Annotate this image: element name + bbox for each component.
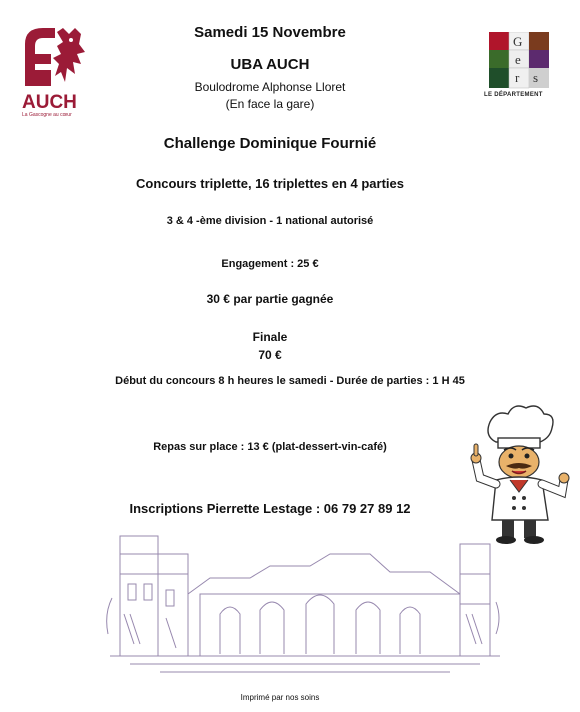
auch-logo-tagline: La Gascogne au cœur [22,112,72,118]
event-date: Samedi 15 Novembre [194,24,346,41]
finale-amount: 70 € [258,348,282,362]
club-name: UBA AUCH [230,56,310,73]
division-info: 3 & 4 -ème division - 1 national autorisé [166,215,374,227]
entry-fee: Engagement : 25 € [221,258,319,270]
printed-note: Imprimé par nos soins [240,693,320,702]
challenge-title: Challenge Dominique Fournié [163,135,377,152]
competition-format: Concours triplette, 16 triplettes en 4 parties [135,176,405,191]
venue-name: Boulodrome Alphonse Lloret [194,80,346,94]
auch-logo-label: AUCH [22,92,77,113]
gers-letter-e: e [515,52,521,67]
registration-contact: Inscriptions Pierrette Lestage : 06 79 27 89 12 [129,501,411,516]
prize-per-win: 30 € par partie gagnée [206,292,334,306]
gers-letter-g: G [513,34,523,49]
start-time-info: Début du concours 8 h heures le samedi - Durée de parties : 1 H 45 [115,375,465,387]
gers-letter-s: s [533,70,539,85]
meal-info: Repas sur place : 13 € (plat-dessert-vin-café) [153,441,387,453]
cathedral-sketch [100,514,506,682]
venue-note: (En face la gare) [225,97,315,111]
finale-label: Finale [252,330,288,344]
gers-letter-r: r [515,70,520,85]
gers-logo-caption: LE DÉPARTEMENT [484,92,543,98]
